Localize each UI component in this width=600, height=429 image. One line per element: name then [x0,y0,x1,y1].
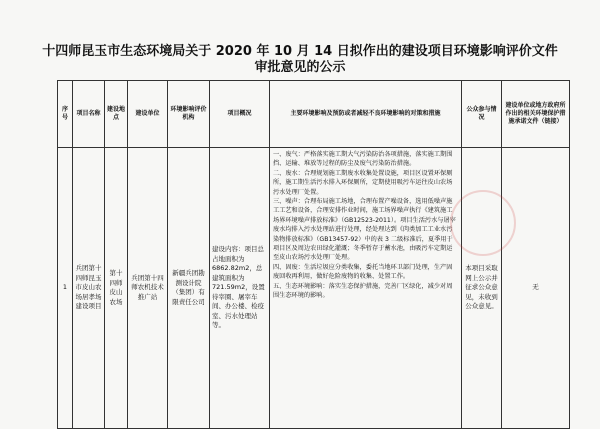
cell-name: 兵团第十四师昆玉市皮山农场居孝场建设项目 [73,148,105,429]
measure-item: 四、固废：生活垃圾应分类收集，委托当地环卫部门处理，生产固废回收再利用，做好危险废物的收集、处置工作。 [273,263,453,281]
measure-item: 一、废气：严格落实施工期大气污染防治各项措施，落实施工期围挡、运输、堆放等过程的防尘及废气污染防治措施。 [273,151,453,168]
cell-measures [270,148,462,429]
cell-no: 1 [58,148,73,429]
header-participation: 公众参与情况 [462,81,502,148]
header-commitment: 建设单位或地方政府所作出的相关环境保护措施承诺文件（链接） [502,81,570,148]
cell-eia-org: 新疆兵团勘测设计院（集团）有限责任公司 [168,148,210,429]
header-no: 序号 [58,81,73,148]
header-measures: 主要环境影响及预防或者减轻不良环境影响的对策和措施 [270,81,462,148]
header-overview: 项目概况 [210,81,270,148]
header-eia-org: 环境影响评价机构 [168,81,210,148]
measure-item: 五、生态环境影响：落实生态保护措施，完善厂区绿化，减少对周围生态环境的影响。 [273,282,453,300]
header-unit: 建设单位 [128,81,168,148]
document-title [0,44,600,76]
cell-overview: 建设内容：项目总占地面积为6862.82m2，总建筑面积为721.59m2，设置待宰圈、屠宰车间、办公楼、检疫室、污水处理站等。 [210,148,270,429]
measure-item: 二、废水：合理规划施工期废水收集处置设施，项目区设置环保厕所，施工期生活污水排入环保厕所，定期使用吸污车运往皮山农场污水处理厂处置。 [273,169,453,196]
title-line-1: 十四师昆玉市生态环境局关于 2020 年 10 月 14 日拟作出的建设项目环境影响评价文件 [42,44,558,59]
cell-participation: 本项目采取网上公示并征求公众意见，未收到公众意见。 [462,148,502,429]
cell-commitment: 无 [502,148,570,429]
cell-location: 第十四师皮山农场 [105,148,128,429]
header-name: 项目名称 [73,81,105,148]
approval-table [57,80,570,429]
header-location: 建设地点 [105,81,128,148]
title-line-2: 审批意见的公示 [254,60,346,75]
table-header-row [58,81,570,148]
cell-unit: 兵团第十四师农机技术推广站 [128,148,168,429]
measure-item: 三、噪声：合理布局施工场地，合理布置产噪设备，选用低噪声施工工艺和设备，合理安排作业时间，施工场界噪声执行《建筑施工场界环境噪声排放标准》（GB12523-2011）。项目生活污水与屠宰废水均排入污水处理站进行处理，经处理达到《肉类加工工业水污染物排放标准》（GB13457-92）中的表 3 二级标准后，夏季用于项目区及周边农田绿化灌溉；冬季暂存于蓄水池，由吸污车定期运至皮山农场污水处理厂处理。 [273,198,456,262]
table-row [58,148,570,429]
